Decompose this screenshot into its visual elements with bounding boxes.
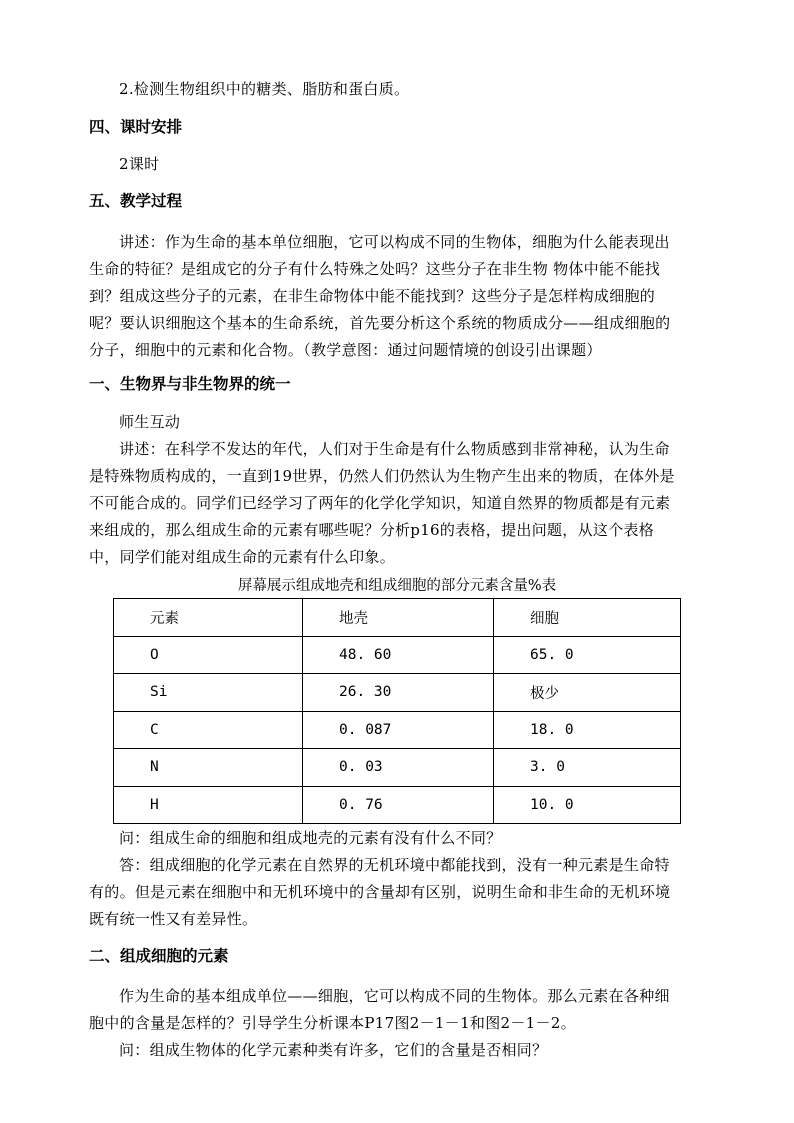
table-caption: 屏幕展示组成地壳和组成细胞的部分元素含量%表: [237, 578, 557, 594]
intro-paragraph: 讲述：作为生命的基本单位细胞，它可以构成不同的生物体，细胞为什么能表现出生命的特征？是组成它的分子有什么特殊之处吗？这些分子在非生物 物体中能不能找到？组成这些分子的元素，在非生命物体中能不能找到？这些分子是怎样构成细胞的呢？要认识细胞这个基本的生命系统，首先要分析这个系统的物质成分——组成细胞的分子，细胞中的元素和化合物。（教学意图：通过问题情境的创设引出课题）: [89, 233, 671, 359]
section-heading-elements: 二、组成细胞的元素: [89, 947, 229, 965]
table-cell: Si: [114, 674, 303, 712]
cell-paragraph: 作为生命的基本组成单位——细胞，它可以构成不同的生物体。那么元素在各种细胞中的含量是怎样的？引导学生分析课本P17图2－1－1和图2－1－2。: [89, 987, 670, 1032]
table-cell: 0. 76: [303, 786, 494, 824]
table-row: [114, 749, 681, 787]
table-cell: 48. 60: [303, 636, 494, 674]
header-element: 元素: [114, 599, 303, 637]
table-row: [114, 674, 681, 712]
table-cell: 极少: [494, 674, 681, 712]
table-row: [114, 711, 681, 749]
table-header-row: [114, 599, 681, 637]
question-paragraph: 问：组成生命的细胞和组成地壳的元素有没有什么不同？: [119, 829, 502, 847]
lecture-paragraph: 讲述：在科学不发达的年代，人们对于生命是有什么物质感到非常神秘，认为生命是特殊物质构成的，一直到19世界，仍然人们仍然认为生物产生出来的物质，在体外是不可能合成的。同学们已经学习了两年的化学化学知识，知道自然界的物质都是有元素来组成的，那么组成生命的元素有哪些呢？分析p16的表格，提出问题，从这个表格中，同学们能对组成生命的元素有什么印象。: [89, 440, 675, 566]
table-cell: 18. 0: [494, 711, 681, 749]
section-heading-unity: 一、生物界与非生物界的统一: [89, 375, 291, 393]
table-row: [114, 636, 681, 674]
table-cell: C: [114, 711, 303, 749]
objective-item-2: 2.检测生物组织中的糖类、脂肪和蛋白质。: [119, 80, 410, 98]
question2-paragraph: 问：组成生物体的化学元素种类有许多，它们的含量是否相同？: [119, 1041, 548, 1059]
interaction-label: 师生互动: [119, 413, 181, 431]
table-cell: N: [114, 749, 303, 787]
table-cell: 65. 0: [494, 636, 681, 674]
section-heading-schedule: 四、课时安排: [89, 118, 183, 136]
answer-paragraph: 答：组成细胞的化学元素在自然界的无机环境中都能找到，没有一种元素是生命特有的。但是元素在细胞中和无机环境中的含量却有区别，说明生命和非生命的无机环境既有统一性又有差异性。: [89, 856, 671, 928]
table-cell: 0. 087: [303, 711, 494, 749]
class-hours: 2课时: [119, 155, 160, 173]
table-cell: 0. 03: [303, 749, 494, 787]
table-cell: 3. 0: [494, 749, 681, 787]
header-crust: 地壳: [303, 599, 494, 637]
table-cell: H: [114, 786, 303, 824]
section-heading-process: 五、教学过程: [89, 192, 183, 210]
table-row: [114, 786, 681, 824]
table-cell: O: [114, 636, 303, 674]
table-cell: 26. 30: [303, 674, 494, 712]
header-cell: 细胞: [494, 599, 681, 637]
table-cell: 10. 0: [494, 786, 681, 824]
element-content-table: [113, 598, 681, 824]
